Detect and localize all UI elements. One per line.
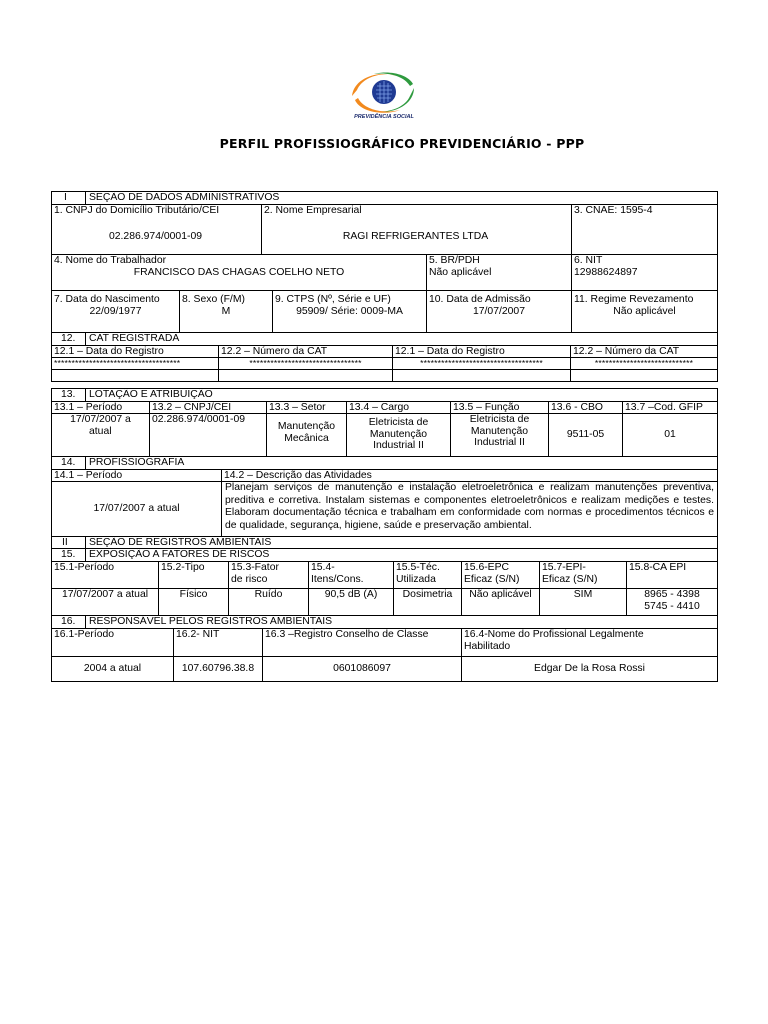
resp-h4-line2: Habilitado: [464, 640, 511, 652]
field-br-pdh: [426, 254, 572, 291]
lot-periodo-line2: atual: [89, 425, 112, 437]
risk-h7: [539, 561, 627, 589]
lot-h6: 13.6 - CBO: [548, 401, 623, 414]
field-nome-trabalhador-label: 4. Nome do Trabalhador: [54, 255, 167, 266]
section-13-number: 13.: [61, 389, 76, 400]
field-cnae-label: 3. CNAE: 1595-4: [574, 205, 653, 216]
risk-h3-line1: 15.3-Fator: [231, 562, 279, 573]
resp-nome: Edgar De la Rosa Rossi: [461, 656, 718, 682]
field-sexo-label: 8. Sexo (F/M): [182, 294, 245, 305]
section-13-title: LOTAÇÃO E ATRIBUIÇÃO: [85, 389, 213, 402]
cat-h1: 12.1 – Data do Registro: [51, 345, 219, 358]
risk-ca-epi: [626, 588, 718, 616]
field-regime-revezamento-label: 11. Regime Revezamento: [574, 294, 694, 305]
field-br-pdh-label: 5. BR/PDH: [429, 255, 480, 266]
lot-cargo: [346, 413, 451, 457]
section-12-title: CAT REGISTRADA: [85, 333, 179, 346]
lot-cbo: 9511-05: [548, 413, 623, 457]
field-nit-label: 6. NIT: [574, 255, 603, 266]
section-i-number: I: [64, 192, 67, 203]
lot-periodo: [51, 413, 150, 457]
risk-h3: [228, 561, 309, 589]
lot-setor: [266, 413, 347, 457]
risk-h6-line2: Eficaz (S/N): [464, 573, 520, 585]
field-data-admissao: [426, 290, 572, 333]
section-i-header: [51, 191, 718, 205]
risk-periodo: 17/07/2007 a atual: [51, 588, 159, 616]
cat-stars-4: ****************************: [570, 357, 718, 370]
risk-h4-line2: Itens/Cons.: [311, 573, 364, 585]
resp-h4-line1: 16.4-Nome do Profissional Legalmente: [464, 629, 644, 640]
field-sexo: [179, 290, 273, 333]
previdencia-social-logo: [344, 66, 424, 120]
risk-h3-line2: de risco: [231, 573, 268, 585]
risk-epc: Não aplicável: [461, 588, 540, 616]
prof-descricao: Planejam serviços de manutenção e instalação eletroeletrônica e realizam manutenções preventiva, preditiva e corretiva. Instalam sistemas e componentes eletroeletrônicos e realizam medições e testes. Elaboram documentação técnica e trabalham em conformidade com normas e procedimentos técnicos e de qualidade, segurança, higiene, saúde e preservação ambiental.: [221, 481, 718, 537]
risk-h5-line1: 15.5-Téc.: [396, 562, 440, 573]
risk-h8: 15.8-CA EPI: [626, 561, 718, 589]
risk-epi: SIM: [539, 588, 627, 616]
lot-setor-line1: Manutenção: [277, 421, 336, 432]
lot-periodo-line1: 17/07/2007 a: [70, 414, 131, 425]
field-cnpj-value: 02.286.974/0001-09: [108, 231, 203, 242]
cat-empty-1: [51, 369, 219, 382]
cat-h2: 12.2 – Número da CAT: [218, 345, 393, 358]
field-cnpj-label: 1. CNPJ do Domicílio Tributário/CEI: [54, 205, 220, 216]
lot-h3: 13.3 – Setor: [266, 401, 347, 414]
risk-h4-line1: 15.4-: [311, 562, 335, 573]
logo-caption: PREVIDÊNCIA SOCIAL: [354, 114, 414, 120]
resp-periodo: 2004 a atual: [51, 656, 174, 682]
field-data-nascimento: [51, 290, 180, 333]
lot-h1: 13.1 – Período: [51, 401, 150, 414]
field-ctps-value: 95909/ Série: 0009-MA: [296, 305, 403, 317]
section-14-title: PROFISSIOGRAFIA: [85, 457, 184, 470]
field-regime-revezamento: [571, 290, 718, 333]
section-16-title: RESPONSÁVEL PELOS REGISTROS AMBIENTAIS: [85, 616, 332, 629]
section-14-header: [51, 456, 718, 470]
field-ctps: [272, 290, 427, 333]
lot-h2: 13.2 – CNPJ/CEI: [149, 401, 267, 414]
cat-empty-2: [218, 369, 393, 382]
risk-itens: 90,5 dB (A): [308, 588, 394, 616]
risk-fator: Ruído: [228, 588, 309, 616]
lot-funcao-line3: Industrial II: [474, 437, 525, 448]
field-ctps-label: 9. CTPS (Nº, Série e UF): [275, 294, 391, 305]
section-15-number: 15.: [61, 549, 76, 560]
section-15-header: [51, 548, 718, 562]
risk-h4: [308, 561, 394, 589]
field-regime-revezamento-value: Não aplicável: [613, 305, 676, 317]
field-nome-empresarial-label: 2. Nome Empresarial: [264, 205, 362, 216]
risk-ca-epi-line1: 8965 - 4398: [644, 589, 700, 600]
risk-h6-line1: 15.6-EPC: [464, 562, 510, 573]
lot-cargo-line3: Industrial II: [373, 440, 424, 451]
lot-h7: 13.7 –Cod. GFIP: [622, 401, 718, 414]
lot-h4: 13.4 – Cargo: [346, 401, 451, 414]
field-nit: [571, 254, 718, 291]
cat-empty-3: [392, 369, 571, 382]
document-title: PERFIL PROFISSIOGRÁFICO PREVIDENCIÁRIO - PPP: [219, 136, 585, 151]
section-14-number: 14.: [61, 457, 76, 468]
lot-funcao: [450, 413, 549, 457]
resp-nit: 107.60796.38.8: [173, 656, 263, 682]
cat-h4: 12.2 – Número da CAT: [570, 345, 718, 358]
section-16-header: [51, 615, 718, 629]
resp-h4: [461, 628, 718, 657]
field-data-admissao-label: 10. Data de Admissão: [429, 294, 531, 305]
risk-h7-line1: 15.7-EPI-: [542, 562, 586, 573]
lot-setor-line2: Mecânica: [284, 432, 329, 444]
risk-h2: 15.2-Tipo: [158, 561, 229, 589]
lot-cargo-line1: Eletricista de: [368, 417, 429, 428]
resp-h2: 16.2- NIT: [173, 628, 263, 657]
field-sexo-value: M: [221, 305, 231, 317]
cat-stars-3: ***********************************: [392, 357, 571, 370]
lot-funcao-line1: Eletricista de: [469, 414, 530, 425]
cat-stars-2: ********************************: [218, 357, 393, 370]
section-12-header: [51, 332, 718, 346]
field-data-nascimento-label: 7. Data do Nascimento: [54, 294, 160, 305]
field-br-pdh-value: Não aplicável: [429, 266, 492, 278]
risk-h6: [461, 561, 540, 589]
section-12-number: 12.: [61, 333, 76, 344]
cat-stars-1: ************************************: [51, 357, 219, 370]
risk-h1: 15.1-Período: [51, 561, 159, 589]
section-13-header: [51, 388, 718, 402]
resp-h1: 16.1-Período: [51, 628, 174, 657]
ppp-form: [51, 191, 718, 682]
risk-h5-line2: Utilizada: [396, 573, 436, 585]
section-ii-number: II: [62, 537, 68, 548]
cat-h3: 12.1 – Data do Registro: [392, 345, 571, 358]
prof-h2: 14.2 – Descrição das Atividades: [221, 469, 718, 482]
section-16-number: 16.: [61, 616, 76, 627]
field-cnpj: [51, 204, 262, 255]
section-ii-title: SEÇÃO DE REGISTROS AMBIENTAIS: [85, 537, 271, 549]
risk-h7-line2: Eficaz (S/N): [542, 573, 598, 585]
resp-registro: 0601086097: [262, 656, 462, 682]
field-data-nascimento-value: 22/09/1977: [89, 305, 142, 317]
prof-h1: 14.1 – Período: [51, 469, 222, 482]
field-data-admissao-value: 17/07/2007: [472, 305, 525, 317]
lot-cnpj-value: 02.286.974/0001-09: [152, 414, 246, 425]
lot-cnpj: [149, 413, 267, 457]
section-i-title: SEÇÃO DE DADOS ADMINISTRATIVOS: [85, 192, 279, 205]
resp-h3: 16.3 –Registro Conselho de Classe: [262, 628, 462, 657]
risk-tecnica: Dosimetria: [393, 588, 462, 616]
field-nit-value: 12988624897: [574, 266, 638, 278]
field-cnae: [571, 204, 718, 255]
risk-tipo: Físico: [158, 588, 229, 616]
risk-h5: [393, 561, 462, 589]
field-nome-empresarial-value: RAGI REFRIGERANTES LTDA: [342, 231, 489, 242]
lot-funcao-line2: Manutenção: [470, 425, 529, 437]
field-nome-trabalhador: [51, 254, 427, 291]
lot-cargo-line2: Manutenção: [369, 428, 428, 440]
section-15-title: EXPOSIÇÃO A FATORES DE RISCOS: [85, 549, 269, 562]
cat-empty-4: [570, 369, 718, 382]
risk-ca-epi-line2: 5745 - 4410: [644, 600, 700, 612]
field-nome-empresarial: [261, 204, 572, 255]
prof-periodo: 17/07/2007 a atual: [51, 481, 222, 537]
field-nome-trabalhador-value: FRANCISCO DAS CHAGAS COELHO NETO: [133, 266, 345, 278]
lot-gfip: 01: [622, 413, 718, 457]
lot-h5: 13.5 – Função: [450, 401, 549, 414]
